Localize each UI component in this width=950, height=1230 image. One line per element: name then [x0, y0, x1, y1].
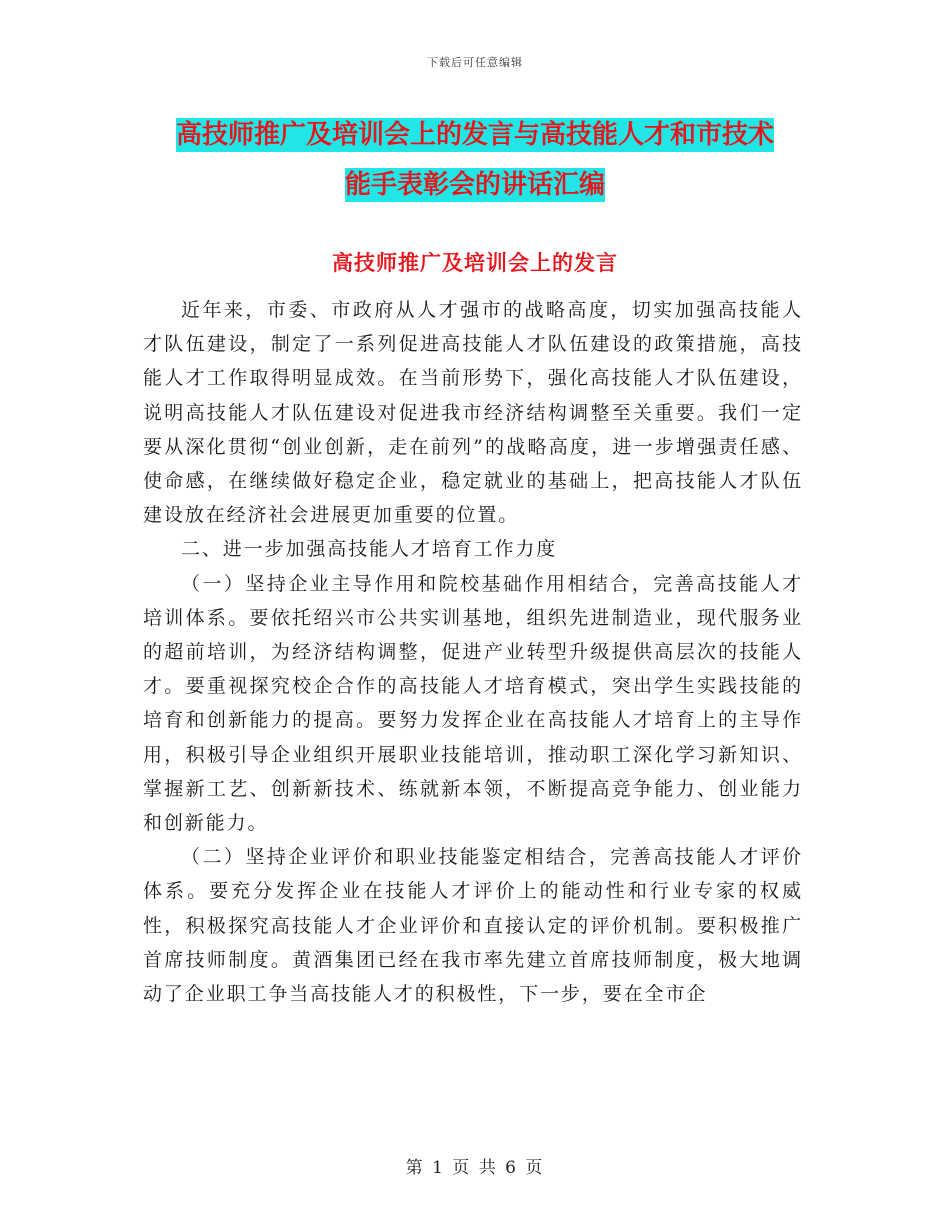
- section-title: 高技师推广及培训会上的发言: [332, 250, 618, 275]
- document-title-line-1: 高技师推广及培训会上的发言与高技能人才和市技术: [175, 120, 774, 150]
- document-body: [143, 293, 803, 1011]
- page-number: 第 1 页 共 6 页: [405, 1158, 545, 1178]
- document-title-line-2: 能手表彰会的讲话汇编: [344, 170, 605, 200]
- paragraph-heading-2: 二、进一步加强高技能人才培育工作力度: [181, 538, 558, 561]
- paragraph-item-1: （一）坚持企业主导作用和院校基础作用相结合，完善高技能人才培训体系。要依托绍兴市公共实训基地，组织先进制造业，现代服务业的超前培训，为经济结构调整，促进产业转型升级提供高层次的技能人才。要重视探究校企合作的高技能人才培育模式，突出学生实践技能的培育和创新能力的提高。要努力发挥企业在高技能人才培育上的主导作用，积极引导企业组织开展职业技能培训，推动职工深化学习新知识、掌握新工艺、创新新技术、练就新本领，不断提高竞争能力、创业能力和创新能力。: [143, 572, 803, 835]
- header-note: 下载后可任意编辑: [427, 56, 523, 69]
- paragraph-item-2: （二）坚持企业评价和职业技能鉴定相结合，完善高技能人才评价体系。要充分发挥企业在技能人才评价上的能动性和行业专家的权威性，积极探究高技能人才企业评价和直接认定的评价机制。要积极推广首席技师制度。黄酒集团已经在我市率先建立首席技师制度，极大地调动了企业职工争当高技能人才的积极性，下一步，要在全市企: [143, 846, 803, 1006]
- document-title: [140, 110, 810, 210]
- paragraph-intro: 近年来，市委、市政府从人才强市的战略高度，切实加强高技能人才队伍建设，制定了一系列促进高技能人才队伍建设的政策措施，高技能人才工作取得明显成效。在当前形势下，强化高技能人才队伍建设，说明高技能人才队伍建设对促进我市经济结构调整至关重要。我们一定要从深化贯彻“创业创新，走在前列”的战略高度，进一步增强责任感、使命感，在继续做好稳定企业，稳定就业的基础上，把高技能人才队伍建设放在经济社会进展更加重要的位置。: [143, 299, 803, 527]
